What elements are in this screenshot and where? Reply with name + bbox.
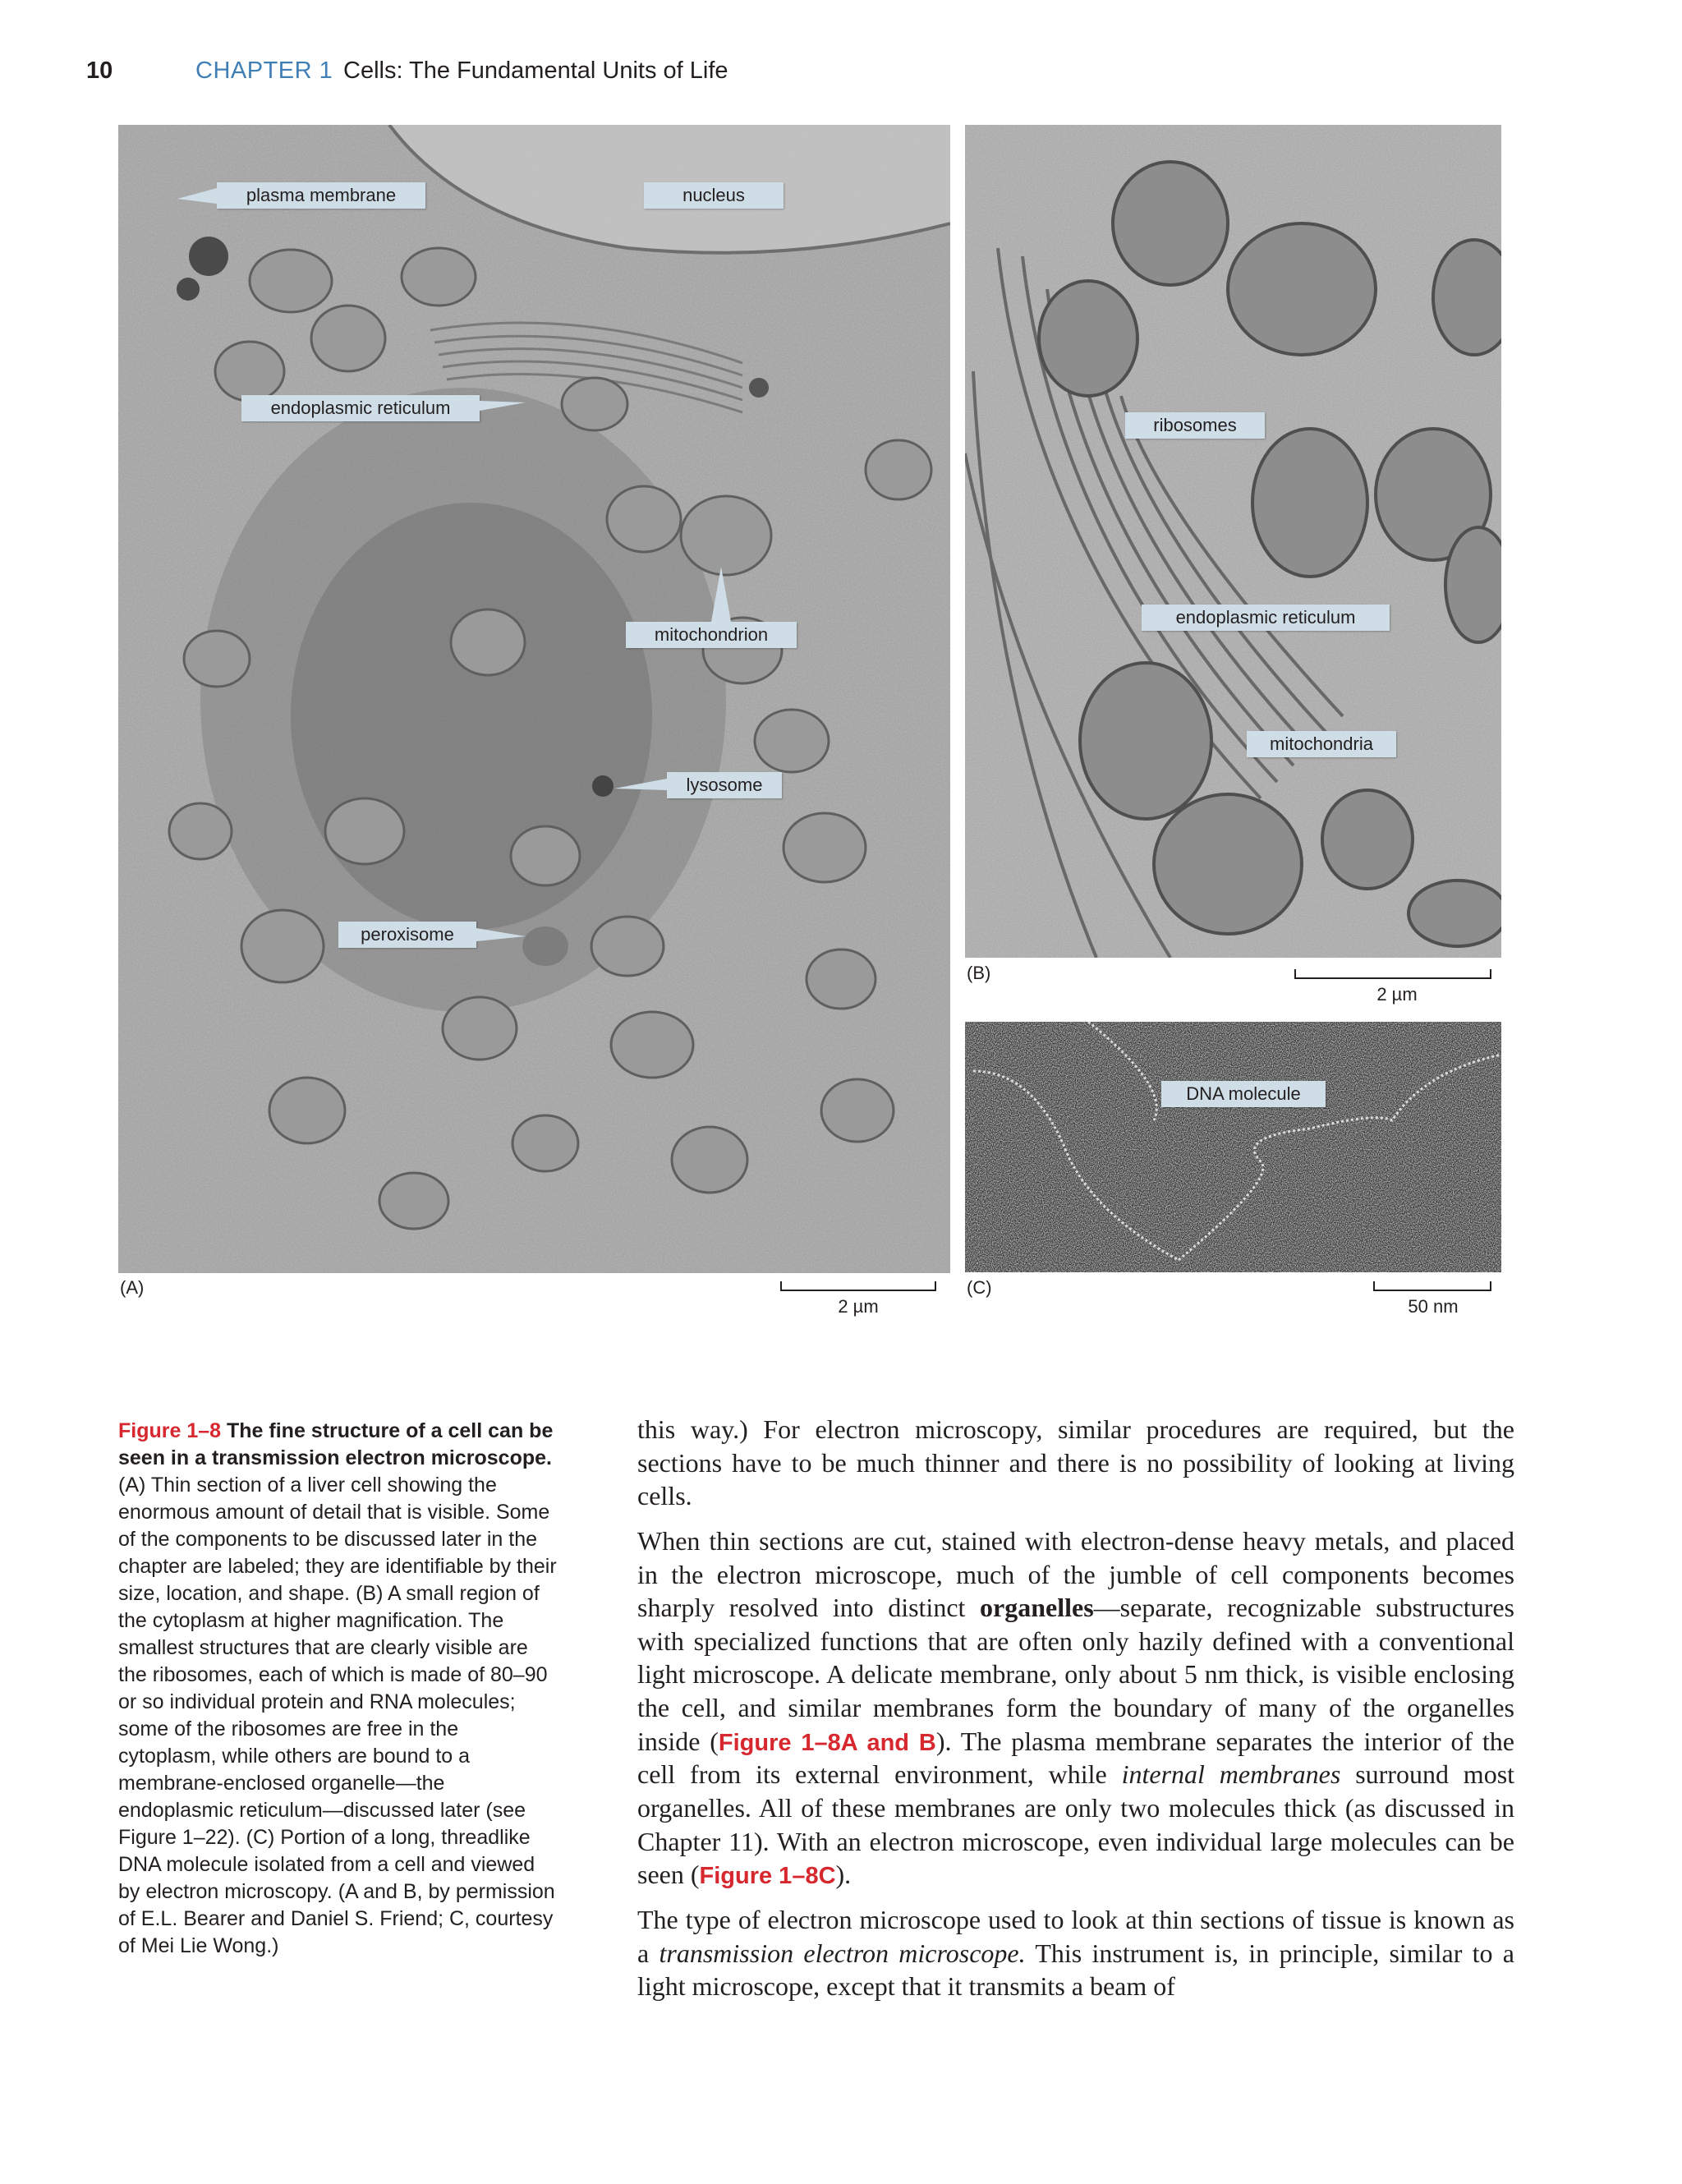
- label-nucleus: nucleus: [644, 182, 784, 209]
- micrograph-c-image: [965, 1022, 1501, 1272]
- xref-figure-1-8ab[interactable]: Figure 1–8A and B: [718, 1729, 936, 1756]
- body-p2-text-c: ). The plasma membrane separates the interior of the cell from its external environment, while: [637, 1726, 1515, 1790]
- body-p3-italic: transmission electron microscope.: [659, 1938, 1026, 1968]
- panel-letter-c: (C): [967, 1277, 992, 1298]
- body-paragraph-1: [637, 1413, 1514, 1513]
- body-p2-text-d: surround most organelles. All of these membranes are only two molecules thick (as discussed in Chapter 11). With an electron microscope, even individual large molecules can be seen (: [637, 1759, 1515, 1890]
- page-number: 10: [86, 57, 113, 84]
- body-text: [637, 1413, 1514, 2015]
- label-ribosomes: ribosomes: [1125, 412, 1265, 439]
- panel-letter-a: (A): [120, 1277, 145, 1298]
- label-plasma-membrane: plasma membrane: [217, 182, 425, 209]
- body-paragraph-2: [637, 1524, 1514, 1892]
- caption-title: The fine structure of a cell can be seen in a transmission electron microscope.: [118, 1419, 554, 1469]
- body-p1-text: this way.) For electron microscopy, similar procedures are required, but the sections have to be much thinner and there is no possibility of looking at living cells.: [637, 1414, 1514, 1511]
- chapter-label: CHAPTER 1: [195, 57, 333, 84]
- chapter-title: Cells: The Fundamental Units of Life: [343, 57, 728, 84]
- figure-caption: [118, 1418, 562, 1960]
- term-organelles: organelles: [980, 1593, 1094, 1623]
- body-p3-text-b: This instrument is, in principle, similar to a light microscope, except that it transmits a beam of: [637, 1938, 1514, 2002]
- label-peroxisome: peroxisome: [338, 922, 476, 948]
- caption-text: (A) Thin section of a liver cell showing the enormous amount of detail that is visible. Some of the components to be discussed later in the chapter are labeled; they are identifiable by their size, location, and shape. (B) A small region of the cytoplasm at higher magnification. The smallest structures that are clearly visible are the ribosomes, each of which is made of 80–90 or so individual protein and RNA molecules; some of the ribosomes are free in the cytoplasm, while others are bound to a membrane-enclosed organelle—the endoplasmic reticulum—discussed later (see Figure 1–22). (C) Portion of a long, threadlike DNA molecule isolated from a cell and viewed by electron microscopy. (A and B, by permission of E.L. Bearer and Daniel S. Friend; C, courtesy of Mei Lie Wong.): [118, 1474, 557, 1957]
- scale-text-a: 2 µm: [838, 1296, 879, 1317]
- scale-bar-c: [1373, 1281, 1491, 1291]
- label-mitochondria: mitochondria: [1247, 731, 1396, 757]
- label-lysosome: lysosome: [667, 772, 782, 798]
- scale-bar-b: [1294, 969, 1491, 979]
- micrograph-panel-c: [965, 1022, 1501, 1272]
- label-dna-molecule: DNA molecule: [1161, 1081, 1326, 1107]
- micrograph-b-image: [965, 125, 1501, 958]
- body-p2-italic: internal membranes: [1121, 1759, 1341, 1790]
- scale-text-b: 2 µm: [1376, 984, 1418, 1005]
- body-p3-text-a: The type of electron microscope used to look at thin sections of tissue is known as a: [637, 1905, 1514, 1968]
- xref-figure-1-8c[interactable]: Figure 1–8C: [699, 1863, 836, 1890]
- scale-bar-a: [780, 1281, 936, 1291]
- body-paragraph-3: [637, 1903, 1514, 2003]
- panel-letter-b: (B): [967, 963, 991, 983]
- scale-text-c: 50 nm: [1408, 1296, 1459, 1317]
- label-mitochondrion: mitochondrion: [626, 622, 797, 648]
- body-p2-text-b: —separate, recognizable substructures with specialized functions that are often only hazily defined with a conventional light microscope. A delicate membrane, only about 5 nm thick, is visible enclosing the cell, and similar membranes form the boundary of many of the organelles inside (: [637, 1593, 1515, 1756]
- micrograph-panel-b: [965, 125, 1501, 958]
- label-endoplasmic-reticulum-a: endoplasmic reticulum: [241, 395, 480, 421]
- body-p2-text-a: When thin sections are cut, stained with electron-dense heavy metals, and placed in the electron microscope, much of the jumble of cell components becomes sharply resolved into distinct: [637, 1525, 1514, 1623]
- label-endoplasmic-reticulum-b: endoplasmic reticulum: [1142, 605, 1390, 631]
- caption-figure-id: Figure 1–8: [118, 1419, 222, 1442]
- body-p2-text-e: ).: [835, 1860, 852, 1890]
